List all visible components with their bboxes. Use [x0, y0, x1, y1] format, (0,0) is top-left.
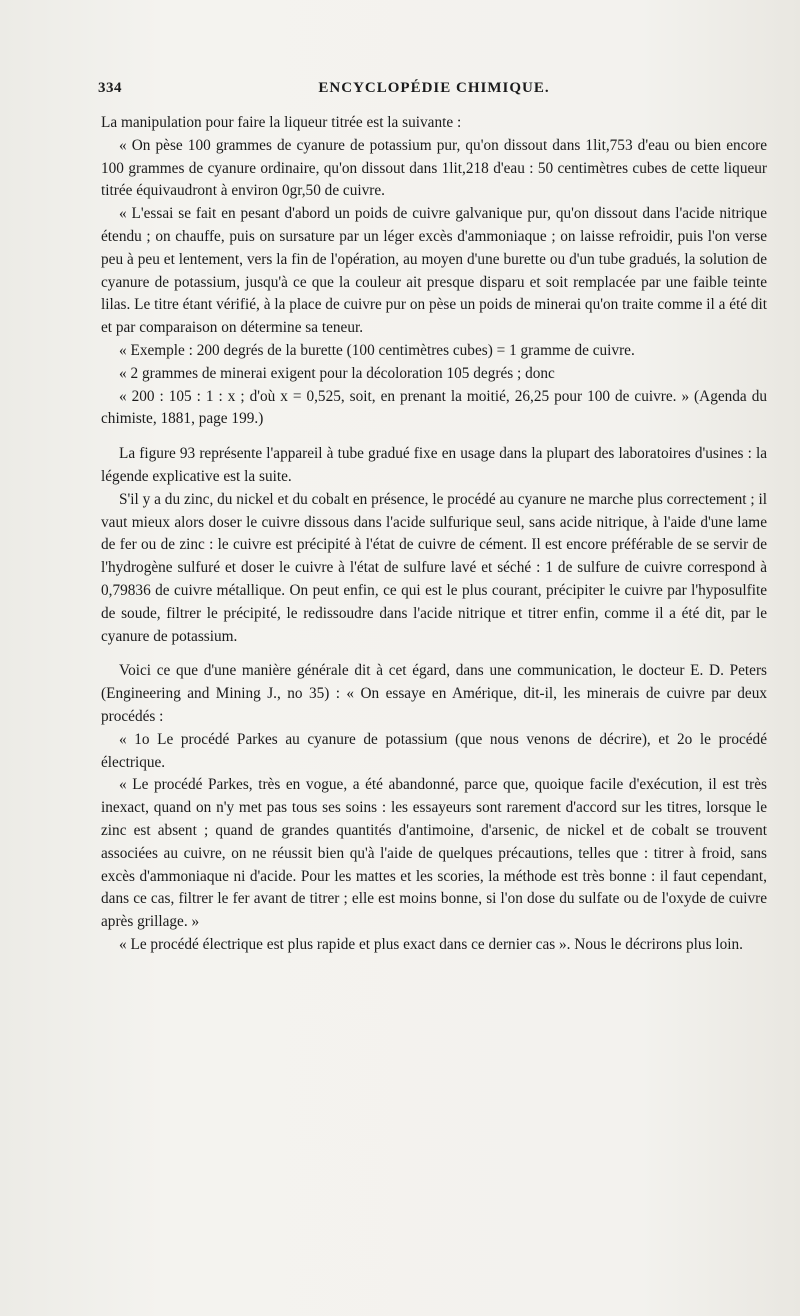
paragraph: « Le procédé Parkes, très en vogue, a été abandonné, parce que, quoique facile d'exécution, il est très inexact, quand on n'y met pas tous ses soins : les essayeurs sont rarement d'accord sur les titres, lorsque le zinc est absent ; quand de grandes quantités d'antimoine, d'arsenic, de nickel et de cobalt se trouvent associées au cuivre, on ne réussit bien qu'à l'aide de quelques précautions, telles que : titrer à froid, sans excès d'ammoniaque ni d'acide. Pour les mattes et les scories, la méthode est très bonne : il faut cependant, dans ce cas, filtrer le fer avant de titrer ; elle est moins bonne, si l'on dose du sulfate ou de l'oxyde de cuivre après grillage. »: [101, 776, 767, 931]
paragraph: « On pèse 100 grammes de cyanure de potassium pur, qu'on dissout dans 1lit,753 d'eau ou bien encore 100 grammes de cyanure ordinaire, qu'on dissout dans 1lit,218 d'eau : 50 centimètres cubes de cette liqueur titrée équivaudront à environ 0gr,50 de cuivre.: [101, 136, 767, 200]
paragraph: « 200 : 105 : 1 : x ; d'où x = 0,525, soit, en prenant la moitié, 26,25 pour 100 de cuivre. » (Agenda du chimiste, 1881, page 199.): [101, 387, 767, 428]
paragraph: La figure 93 représente l'appareil à tube gradué fixe en usage dans la plupart des laboratoires d'usines : la légende explicative est la suite.: [101, 445, 767, 485]
paragraph: « Exemple : 200 degrés de la burette (100 centimètres cubes) = 1 gramme de cuivre.: [119, 341, 635, 359]
page-number: 334: [98, 80, 122, 96]
paragraph: La manipulation pour faire la liqueur titrée est la suivante :: [101, 114, 462, 131]
paragraph: S'il y a du zinc, du nickel et du cobalt en présence, le procédé au cyanure ne marche plus correctement ; il vaut mieux alors doser le cuivre dissous dans l'acide sulfurique seul, sans acide nitrique, à l'aide d'une lame de fer ou de zinc : le cuivre est précipité à l'état de cuivre de cément. Il est encore préférable de se servir de l'hydrogène sulfuré et doser le cuivre à l'état de sulfure lavé et séché : 1 de sulfure de cuivre correspond à 0,79836 de cuivre métallique. On peut enfin, ce qui est le plus courant, précipiter le cuivre par l'hyposulfite de soude, filtrer le précipité, le redissoudre dans l'acide nitrique et titrer enfin, comme il a été dit, par le cyanure de potassium.: [101, 490, 767, 645]
paragraph: « 2 grammes de minerai exigent pour la décoloration 105 degrés ; donc: [119, 364, 555, 382]
paragraph: Voici ce que d'une manière générale dit à cet égard, dans une communication, le docteur E. D. Peters (Engineering and Mining J., no 35) : « On essaye en Amérique, dit-il, les minerais de cuivre par deux procédés :: [101, 662, 767, 725]
paragraph: « L'essai se fait en pesant d'abord un poids de cuivre galvanique pur, qu'on dissout dans l'acide nitrique étendu ; on chauffe, puis on sursature par un léger excès d'ammoniaque ; on laisse refroidir, puis l'on verse peu à peu et lentement, vers la fin de l'opération, au moyen d'une burette ou d'un tube gradués, la solution de cyanure de potassium, jusqu'à ce que la couleur ait presque disparu et soit remplacée par une faible teinte lilas. Le titre étant vérifié, à la place de cuivre pur on pèse un poids de minerai qu'on traite comme il a été dit et par comparaison on détermine sa teneur.: [101, 205, 767, 337]
body-text: [101, 112, 767, 957]
running-title: ENCYCLOPÉDIE CHIMIQUE.: [318, 80, 550, 96]
paragraph: « Le procédé électrique est plus rapide et plus exact dans ce dernier cas ». Nous le décrirons plus loin.: [119, 935, 743, 953]
paragraph: « 1o Le procédé Parkes au cyanure de potassium (que nous venons de décrire), et 2o le procédé électrique.: [101, 730, 767, 771]
page-header: [98, 80, 770, 104]
